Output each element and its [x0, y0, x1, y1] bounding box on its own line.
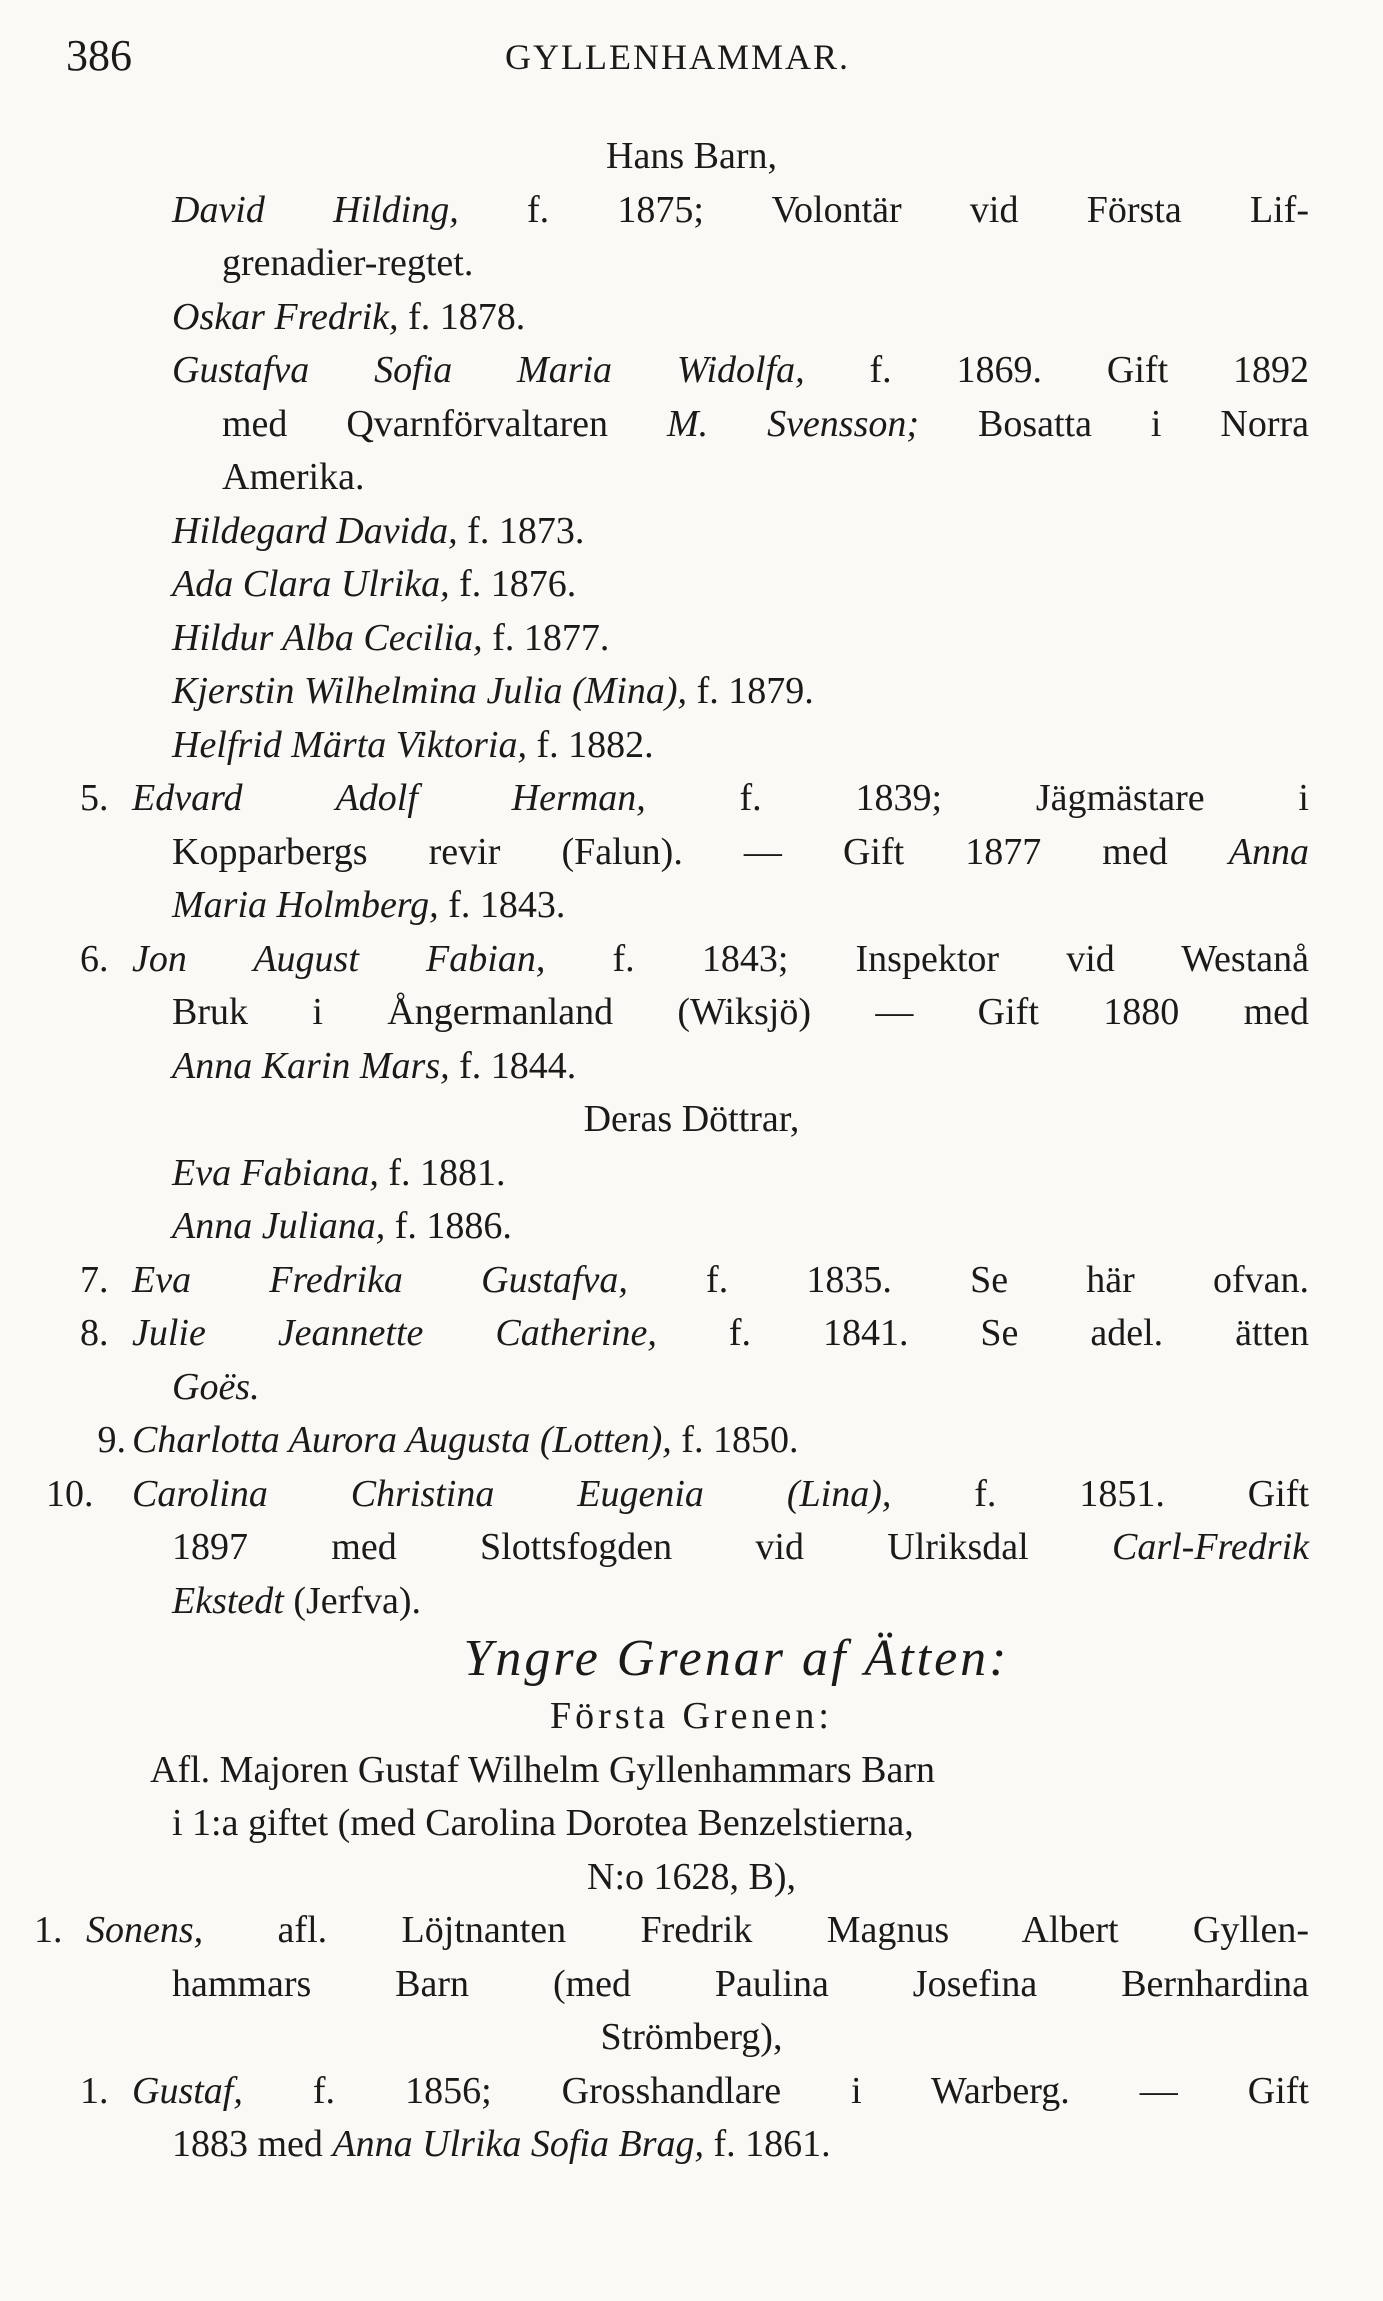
entry-gustafva-sofia: Gustafva Sofia Maria Widolfa, f. 1869. Gift 1892 — [172, 349, 1309, 391]
entry-7-eva-fredrika: 7. Eva Fredrika Gustafva, f. 1835. Se här ofvan. — [0, 1254, 1383, 1308]
section-title: Yngre Grenar af Ätten: — [463, 1630, 1010, 1687]
person-name: Ekstedt — [172, 1579, 284, 1622]
subheading-deras-dottrar: Deras Döttrar, — [583, 1098, 800, 1140]
entry-1-gustaf: 1. Gustaf, f. 1856; Grosshandlare i Warberg. — Gift — [0, 2065, 1383, 2119]
text-line: Goës. — [172, 1365, 260, 1408]
text-line: i 1:a giftet (med Carolina Dorotea Benzelstierna, — [172, 1802, 914, 1844]
person-name: Eva Fabiana, — [172, 1151, 379, 1194]
text-line: N:o 1628, B), — [587, 1855, 796, 1898]
text-line: Strömberg), — [600, 2016, 783, 2058]
person-name: Carolina Christina Eugenia (Lina), — [132, 1472, 892, 1515]
text-line: Anna Karin Mars, f. 1844. — [172, 1044, 577, 1087]
text-line: Afl. Majoren Gustaf Wilhelm Gyllenhammars Barn — [150, 1748, 936, 1791]
entry-number: 6. — [80, 937, 109, 980]
entry-helfrid: Helfrid Märta Viktoria, f. 1882. — [172, 723, 654, 766]
text-line: hammars Barn (med Paulina Josefina Bernhardina — [172, 1962, 1309, 2005]
person-name: Charlotta Aurora Augusta (Lotten), — [132, 1419, 672, 1461]
person-name: Oskar Fredrik, — [172, 295, 399, 338]
person-name: Helfrid Märta Viktoria, — [172, 723, 527, 766]
entry-david-hilding: David Hilding, f. 1875; Volontär vid Första Lif- — [172, 188, 1310, 231]
entry-number: 1. — [80, 2069, 109, 2112]
person-name: Sonens, — [86, 1909, 204, 1951]
person-name: Julie Jeannette Catherine, — [132, 1312, 657, 1354]
person-name: Hildegard Davida, — [172, 509, 458, 552]
text-line: grenadier-regtet. — [222, 242, 474, 284]
entry-number: 9. — [97, 1419, 126, 1461]
person-name: Anna Juliana, — [172, 1205, 386, 1247]
person-name: Ada Clara Ulrika, — [172, 563, 450, 605]
person-name: Carl-Fredrik — [1111, 1526, 1309, 1568]
entry-kjerstin: Kjerstin Wilhelmina Julia (Mina), f. 1879. — [172, 670, 814, 712]
person-name: Anna Ulrika Sofia Brag, — [332, 2123, 704, 2165]
entry-8-julie: 8. Julie Jeannette Catherine, f. 1841. Se adel. ätten — [0, 1307, 1383, 1361]
entry-5-edvard: 5. Edvard Adolf Herman, f. 1839; Jägmästare i — [0, 772, 1383, 826]
text-line: Ekstedt (Jerfva). — [172, 1579, 421, 1622]
text-line: Kopparbergs revir (Falun). — Gift 1877 med Anna — [172, 830, 1310, 873]
entry-number: 7. — [80, 1258, 109, 1301]
entry-1-sonens: 1. Sonens, afl. Löjtnanten Fredrik Magnus Albert Gyllen- — [0, 1904, 1383, 1958]
entry-number: 5. — [80, 777, 109, 819]
person-name: Gustafva Sofia Maria Widolfa, — [172, 349, 805, 391]
person-name: Edvard Adolf Herman, — [132, 777, 646, 819]
entry-number: 10. — [46, 1472, 94, 1515]
person-name: Anna Karin Mars, — [172, 1044, 450, 1087]
person-name: Maria Holmberg, — [172, 884, 439, 926]
person-name: Kjerstin Wilhelmina Julia (Mina), — [172, 670, 688, 712]
running-title: GYLLENHAMMAR. — [505, 37, 850, 77]
entry-eva-fabiana: Eva Fabiana, f. 1881. — [172, 1151, 506, 1194]
subheading-hans-barn: Hans Barn, — [606, 135, 777, 177]
entry-number: 1. — [34, 1909, 63, 1951]
entry-ada-clara: Ada Clara Ulrika, f. 1876. — [172, 563, 577, 605]
person-name: Hildur Alba Cecilia, — [172, 616, 483, 659]
subsection-title: Första Grenen: — [550, 1695, 833, 1737]
person-name: M. Svensson; — [666, 402, 920, 445]
text-line: Bruk i Ångermanland (Wiksjö) — Gift 1880 med — [172, 991, 1309, 1033]
person-name: Gustaf, — [132, 2069, 243, 2112]
entry-anna-juliana: Anna Juliana, f. 1886. — [172, 1205, 512, 1247]
entry-10-carolina: 10. Carolina Christina Eugenia (Lina), f. 1851. Gift — [0, 1468, 1383, 1522]
entry-number: 8. — [80, 1312, 109, 1354]
entry-oskar-fredrik: Oskar Fredrik, f. 1878. — [172, 295, 526, 338]
entry-6-jon-august: 6. Jon August Fabian, f. 1843; Inspektor vid Westanå — [0, 933, 1383, 987]
page-text — [0, 130, 1383, 2172]
text-line: 1883 med Anna Ulrika Sofia Brag, f. 1861. — [172, 2123, 831, 2165]
text-line: 1897 med Slottsfogden vid Ulriksdal Carl-Fredrik — [172, 1526, 1309, 1568]
text-line: med Qvarnförvaltaren M. Svensson; Bosatta i Norra — [222, 402, 1310, 445]
entry-hildur: Hildur Alba Cecilia, f. 1877. — [172, 616, 610, 659]
person-name: Jon August Fabian, — [132, 937, 546, 980]
text-line: Maria Holmberg, f. 1843. — [172, 884, 566, 926]
entry-hildegard: Hildegard Davida, f. 1873. — [172, 509, 585, 552]
page-header — [0, 30, 1383, 90]
person-name: Eva Fredrika Gustafva, — [132, 1258, 628, 1301]
entry-9-charlotta: 9. Charlotta Aurora Augusta (Lotten), f. 1850. — [0, 1414, 1383, 1468]
person-name: David Hilding, — [172, 188, 459, 231]
page-number: 386 — [66, 31, 132, 80]
text-line: Amerika. — [222, 456, 365, 498]
person-name: Anna — [1228, 830, 1310, 873]
